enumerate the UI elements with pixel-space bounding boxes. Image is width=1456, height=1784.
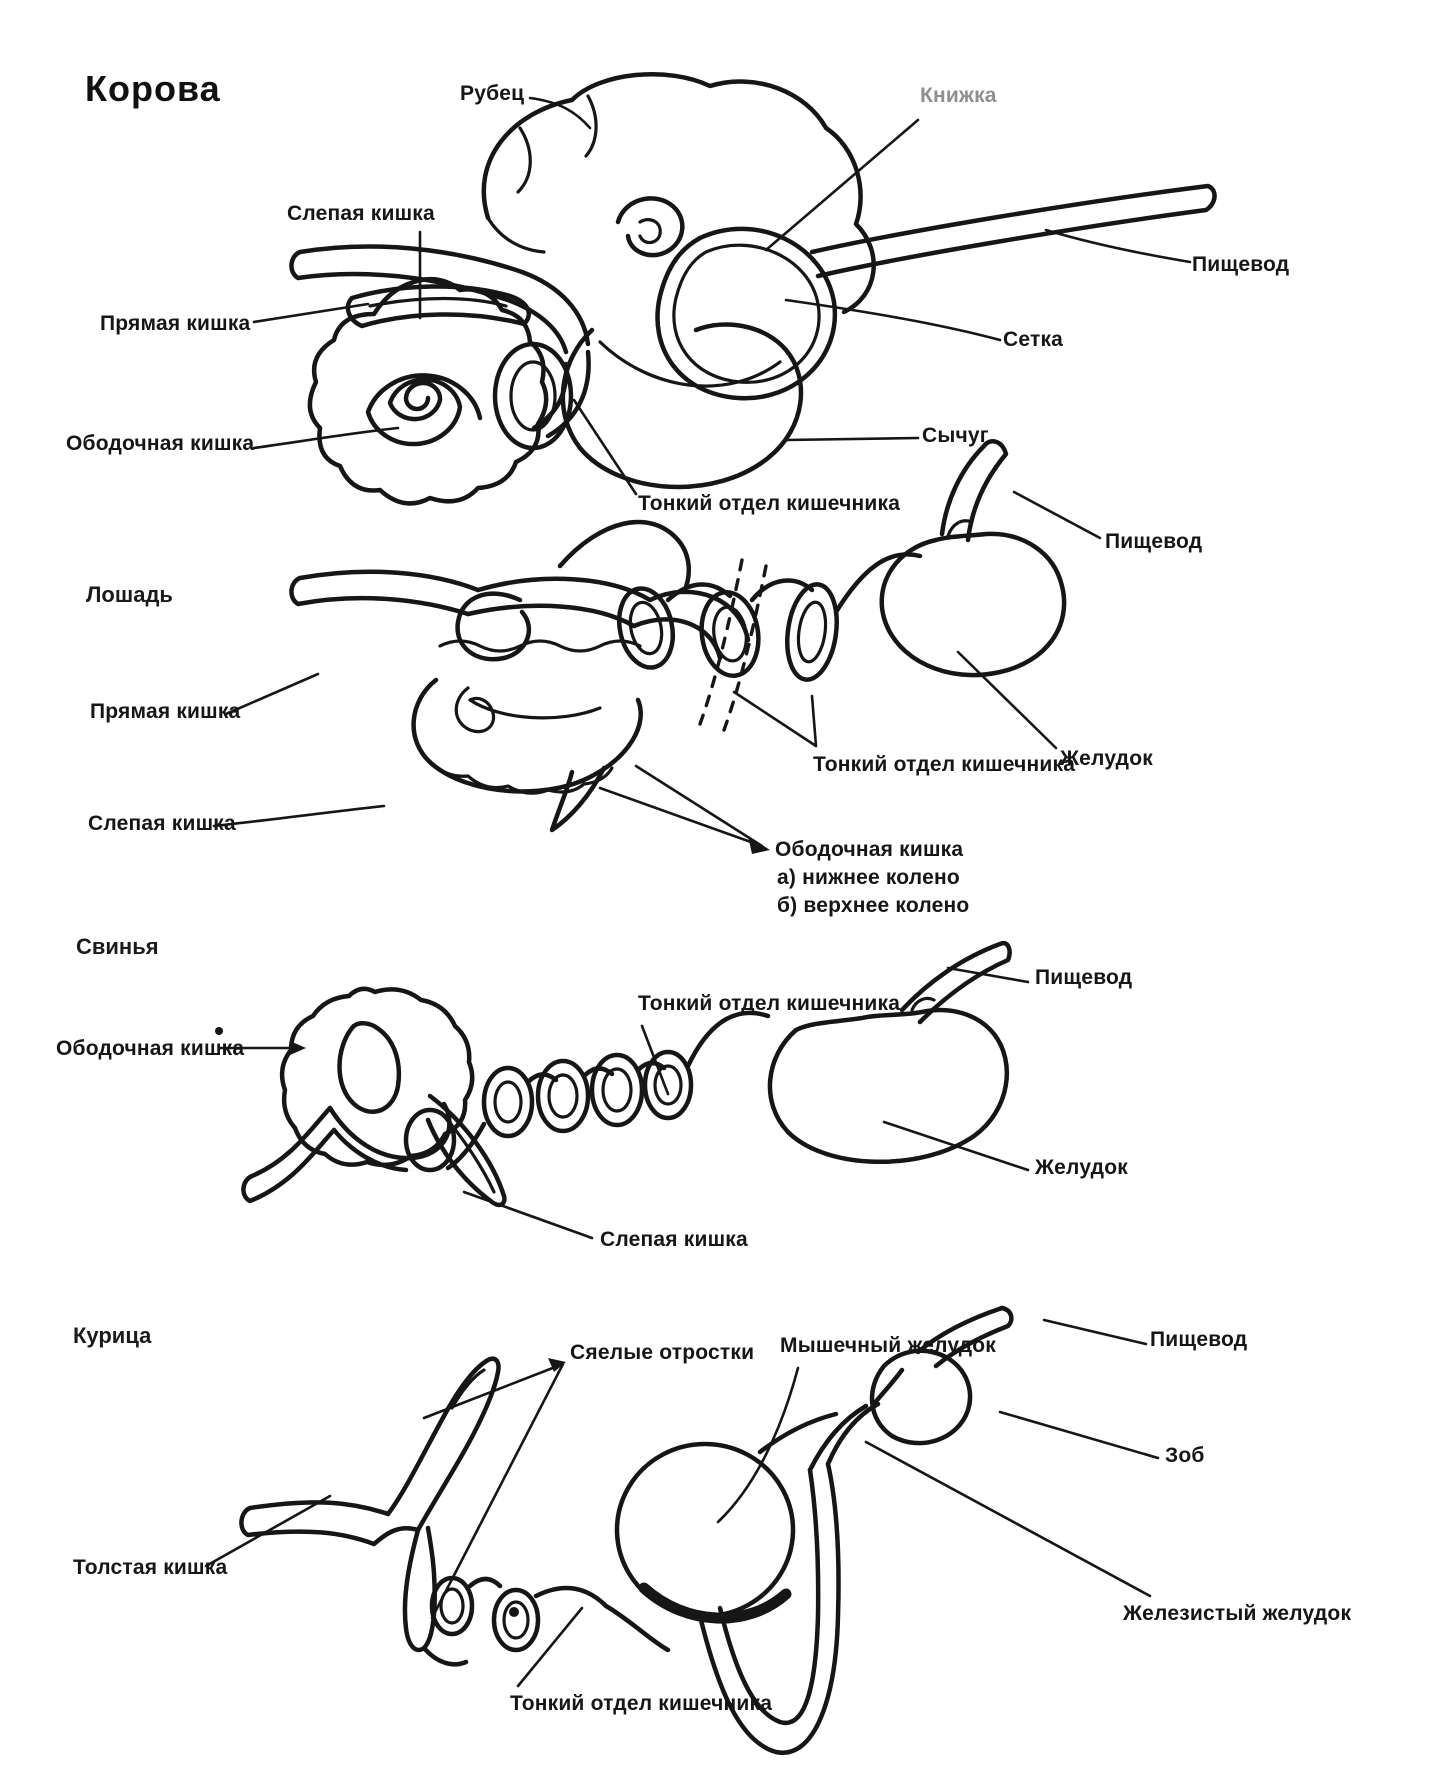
cow-drawing [254,74,1215,503]
horse-label-colon: Ободочная кишка [775,838,964,861]
horse-leader-small-intestine [734,692,816,746]
cow-esophagus-tube [812,186,1215,276]
horse-leader-esophagus [1014,492,1100,538]
pig-label-stomach: Желудок [1035,1156,1128,1179]
horse-esophagus-tube [942,441,1006,540]
horse-intestine-ring1-inner [626,599,666,656]
horse-intestine-ring2-inner [710,605,749,663]
chicken-large-intestine-tube [241,1502,388,1544]
pig-colon-dot [215,1027,223,1035]
chicken-small-dot [509,1607,519,1617]
cow-intestine-ring-inner [511,362,555,430]
section-title-chicken: Курица [73,1323,152,1348]
pig-intestine-ring1-inner [495,1082,521,1122]
cow-colon-spiral [368,375,480,444]
cow-leader-colon [254,428,398,448]
cow-intestine-bundle [508,272,589,436]
horse-label-small-intestine: Тонкий отдел кишечника [813,753,1076,776]
horse-colon-arrowhead [748,836,770,854]
chicken-label-esophagus: Пищевод [1150,1328,1248,1351]
pig-intestine-ring3-inner [603,1069,631,1111]
cow-reticulum-outline [657,229,834,398]
pig-intestine-ring3-outer [592,1055,642,1125]
horse-intestine-ring3-outer [782,581,843,683]
pig-leader-stomach [884,1122,1028,1170]
cow-label-esophagus: Пищевод [1192,253,1290,276]
cow-omasum-coil [618,198,682,255]
cow-label-rumen: Рубец [460,82,525,105]
horse-label-colon-upper: б) верхнее колено [777,894,970,917]
horse-label-cecum: Слепая кишка [88,812,236,835]
chicken-leader-esophagus [1044,1320,1146,1344]
cow-label-rectum: Прямая кишка [100,312,251,335]
horse-label-colon-lower: а) нижнее колено [777,866,960,889]
cow-reticulum-inner [674,245,819,382]
horse-label-esophagus: Пищевод [1105,530,1203,553]
chicken-intestine-ring2-outer [494,1590,538,1650]
chicken-label-glandular-stomach: Железистый желудок [1123,1602,1352,1625]
cow-label-omasum: Книжка [920,84,997,107]
cow-omasum-coil-inner [640,220,660,243]
pig-label-cecum: Слепая кишка [600,1228,748,1251]
chicken-upper-cecum-horn [374,1359,499,1544]
pig-colon-inner-loop [340,1023,399,1112]
section-title-cow: Корова [85,68,221,109]
cow-label-abomasum: Сычуг [922,424,989,447]
horse-cecum-tip [552,768,604,830]
pig-leader-cecum [464,1192,592,1238]
pig-label-esophagus: Пищевод [1035,966,1133,989]
pig-label-colon: Ободочная кишка [56,1037,245,1060]
horse-rectum-tube [291,572,478,614]
cow-leader-abomasum [786,438,918,440]
horse-leader-cecum [214,806,384,826]
horse-intestine-ring3-inner [795,600,829,663]
pig-intestine-ring2-inner [549,1075,577,1117]
chicken-leader-glandular-stomach [866,1442,1150,1596]
cow-leader-esophagus [1046,230,1190,262]
section-title-horse: Лошадь [86,582,173,607]
cow-cecum-midline [370,299,506,307]
chicken-label-muscular-stomach: Мышечный желудок [780,1334,997,1357]
chicken-crop-outline [872,1351,970,1443]
cow-intestine-ring-outer [495,344,571,448]
horse-cecum-inner-curl [456,688,600,732]
horse-label-stomach: Желудок [1060,747,1153,770]
pig-intestine-ring1-outer [484,1068,532,1136]
chicken-leader-crop [1000,1412,1158,1458]
cow-label-reticulum: Сетка [1003,328,1064,351]
chicken-drawing [206,1308,1158,1753]
pig-stomach-notch [912,998,934,1010]
cow-leader-small-intestine [574,400,636,494]
chicken-glandular-stomach-tube [760,1404,878,1470]
pig-label-small-intestine: Тонкий отдел кишечника [638,992,901,1015]
pig-intestine-ring2-outer [538,1061,588,1131]
pig-stomach-outline [770,1010,1007,1162]
cow-label-small-intestine: Тонкий отдел кишечника [638,492,901,515]
pig-drawing [215,943,1028,1238]
cow-label-colon: Ободочная кишка [66,432,255,455]
chicken-label-crop: Зоб [1165,1444,1205,1467]
horse-label-rectum: Прямая кишка [90,700,241,723]
horse-leader-colon [600,766,762,846]
section-title-pig: Свинья [76,934,159,959]
cow-rumen-outline [484,74,874,312]
chicken-label-small-intestine: Тонкий отдел кишечника [510,1692,773,1715]
horse-leader-stomach [958,652,1056,748]
chicken-intestine-ring2-inner [504,1602,528,1638]
chicken-label-ceca: Сяелые отростки [570,1341,755,1364]
chicken-label-large-intestine: Толстая кишка [73,1556,228,1579]
pig-colon-cross-tubes [330,1104,449,1170]
pig-colon-arrowhead [290,1041,306,1055]
cow-label-cecum: Слепая кишка [287,202,435,225]
